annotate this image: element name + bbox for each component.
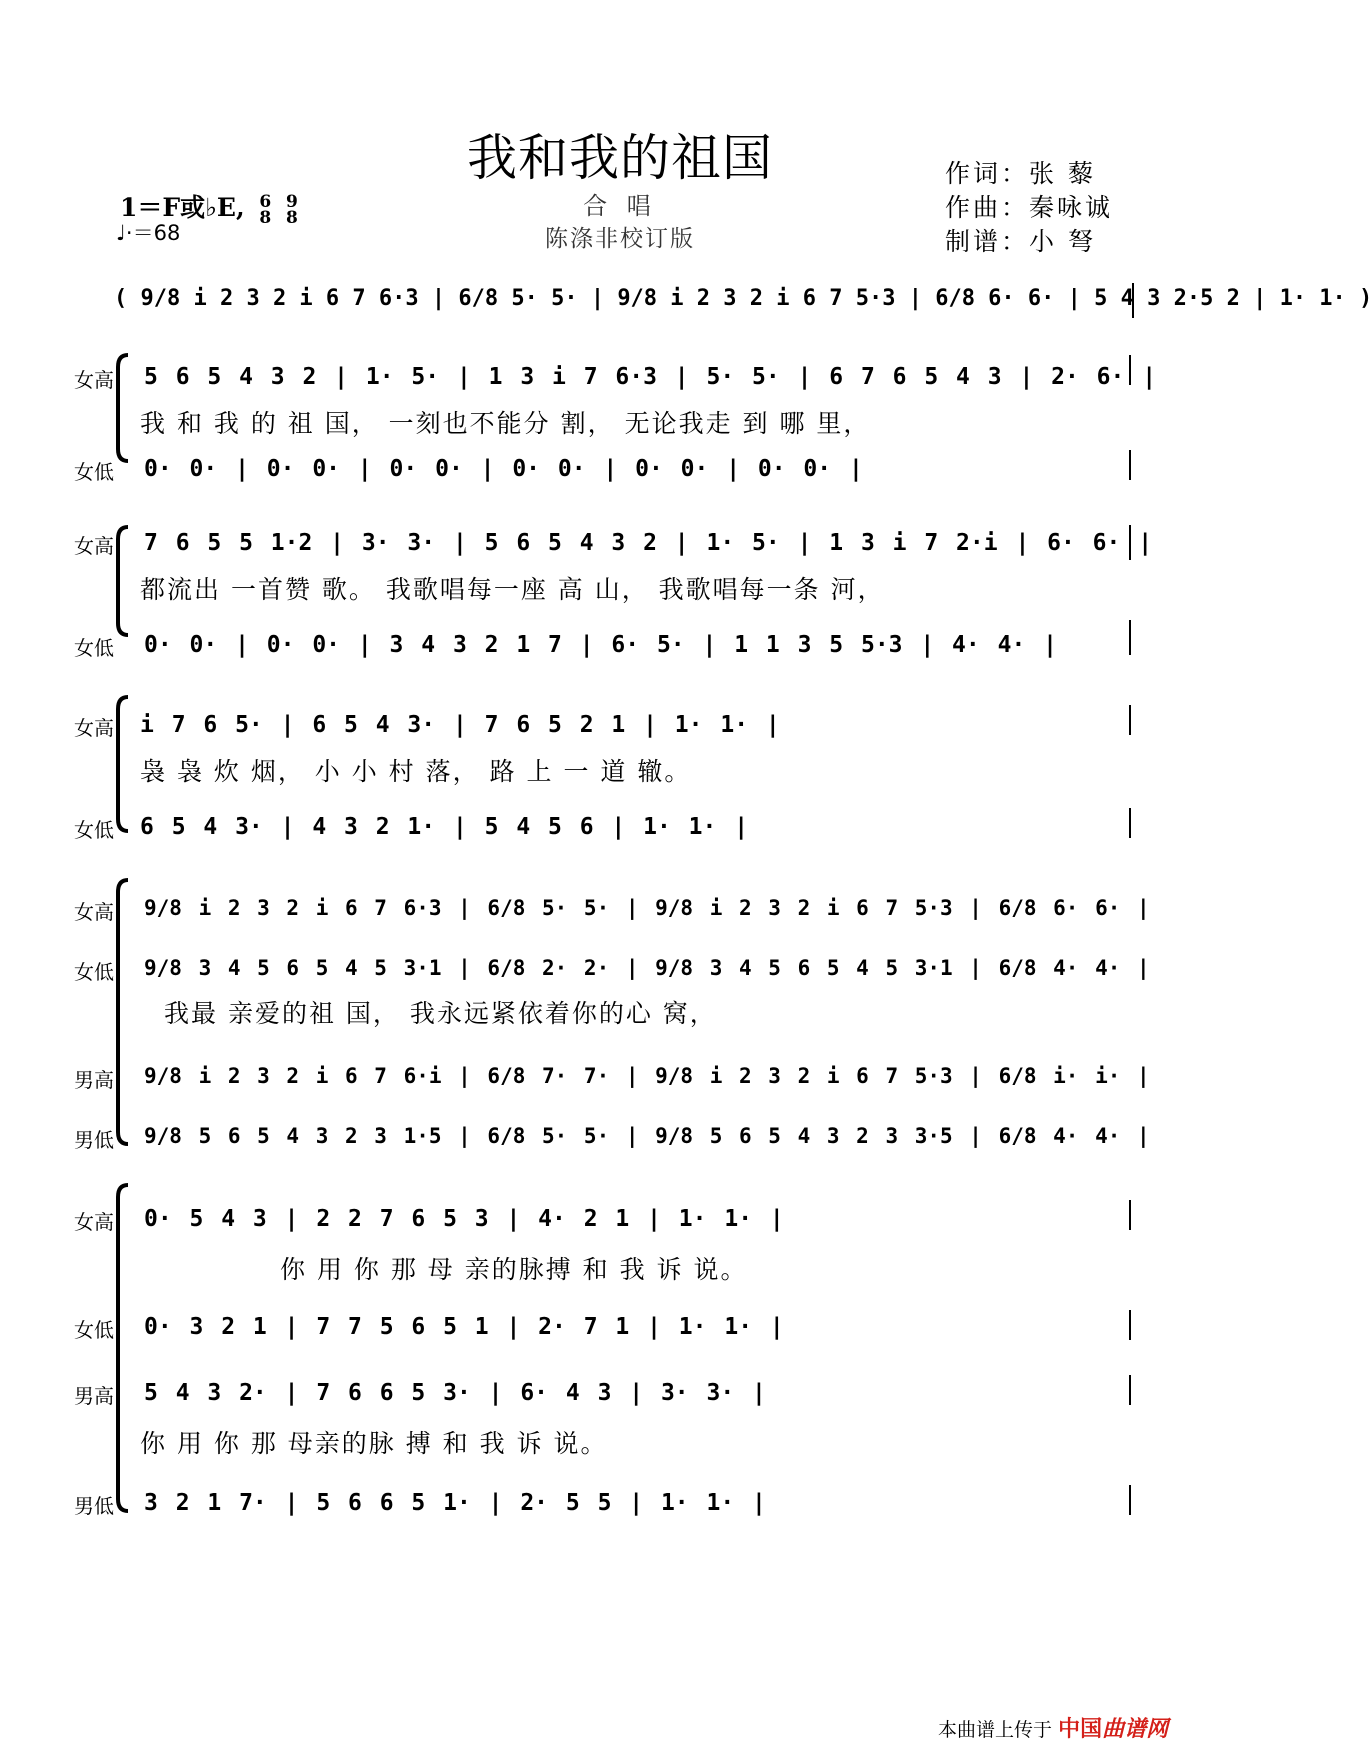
voice-label: 女高: [74, 716, 114, 740]
composer-credit: 作曲：秦咏诚: [945, 193, 1114, 222]
lyrics-line: 你 用 你 那 母 亲的脉搏 和 我 诉 说。: [280, 1255, 748, 1284]
lyrics-line: 我 和 我 的 祖 国， 一刻也不能分 割， 无论我走 到 哪 里，: [140, 409, 871, 438]
prelude-line: ( 9/8 i 2 3 2 i 6 7 6·3 | 6/8 5· 5· | 9/8 i 2 3 2 i 6 7 5·3 | 6/8 6· 6· | 5 4 3 2·5 2 | 1· 1· ): [114, 286, 1372, 311]
notation-line: i 7 6 5· | 6 5 4 3· | 7 6 5 2 1 | 1· 1· |: [140, 712, 780, 738]
engraver-credit: 制谱：小 弩: [945, 227, 1096, 256]
voice-label: 女低: [74, 636, 114, 660]
notation-line: 0· 0· | 0· 0· | 0· 0· | 0· 0· | 0· 0· | 0· 0· |: [144, 456, 863, 482]
notation-line: 0· 0· | 0· 0· | 3 4 3 2 1 7 | 6· 5· | 1 1 3 5 5·3 | 4· 4· |: [144, 632, 1057, 658]
tempo-marking: ♩·＝68: [116, 221, 181, 245]
lyrics-line: 我最 亲爱的祖 国， 我永远紧依着你的心 窝，: [164, 999, 717, 1028]
voice-label: 男高: [74, 1068, 114, 1092]
voice-label: 女高: [74, 368, 114, 392]
notation-line: 0· 3 2 1 | 7 7 5 6 5 1 | 2· 7 1 | 1· 1· |: [144, 1314, 784, 1340]
voice-label: 男低: [74, 1128, 114, 1152]
edition: 陈涤非校订版: [545, 226, 695, 252]
notation-line: 9/8 3 4 5 6 5 4 5 3·1 | 6/8 2· 2· | 9/8 3 4 5 6 5 4 5 3·1 | 6/8 4· 4· |: [144, 956, 1150, 980]
lyrics-line: 你 用 你 那 母亲的脉 搏 和 我 诉 说。: [140, 1429, 608, 1458]
voice-label: 女高: [74, 900, 114, 924]
footer-source: [938, 1712, 1168, 1743]
notation-line: 5 4 3 2· | 7 6 6 5 3· | 6· 4 3 | 3· 3· |: [144, 1380, 766, 1406]
site-logo-suffix[interactable]: 曲谱网: [1102, 1717, 1169, 1742]
notation-line: 5 6 5 4 3 2 | 1· 5· | 1 3 i 7 6·3 | 5· 5· | 6 7 6 5 4 3 | 2· 6· |: [144, 364, 1157, 390]
page-title: 我和我的祖国: [467, 129, 773, 187]
lyrics-line: 袅 袅 炊 烟， 小 小 村 落， 路 上 一 道 辙。: [140, 757, 692, 786]
notation-line: 9/8 i 2 3 2 i 6 7 6·i | 6/8 7· 7· | 9/8 i 2 3 2 i 6 7 5·3 | 6/8 i· i· |: [144, 1064, 1150, 1088]
site-logo[interactable]: 中国: [1058, 1717, 1103, 1742]
lyricist-credit: 作词：张 藜: [945, 159, 1096, 188]
voice-label: 女低: [74, 960, 114, 984]
voice-label: 女低: [74, 1318, 114, 1342]
notation-line: 9/8 5 6 5 4 3 2 3 1·5 | 6/8 5· 5· | 9/8 5 6 5 4 3 2 3 3·5 | 6/8 4· 4· |: [144, 1124, 1150, 1148]
notation-line: 7 6 5 5 1·2 | 3· 3· | 5 6 5 4 3 2 | 1· 5· | 1 3 i 7 2·i | 6· 6· |: [144, 530, 1153, 556]
lyrics-line: 都流出 一首赞 歌。 我歌唱每一座 高 山， 我歌唱每一条 河，: [140, 575, 885, 604]
voice-label: 女低: [74, 460, 114, 484]
notation-line: 9/8 i 2 3 2 i 6 7 6·3 | 6/8 5· 5· | 9/8 i 2 3 2 i 6 7 5·3 | 6/8 6· 6· |: [144, 896, 1150, 920]
notation-line: 3 2 1 7· | 5 6 6 5 1· | 2· 5 5 | 1· 1· |: [144, 1490, 766, 1516]
notation-line: 6 5 4 3· | 4 3 2 1· | 5 4 5 6 | 1· 1· |: [140, 814, 749, 840]
notation-line: 0· 5 4 3 | 2 2 7 6 5 3 | 4· 2 1 | 1· 1· |: [144, 1206, 784, 1232]
key-text: 1＝F或♭E,: [120, 193, 245, 222]
meter-9-8: 9 8: [285, 191, 298, 228]
voice-label: 男高: [74, 1384, 114, 1408]
meter-6-8: 6 8: [259, 191, 272, 228]
voice-label: 女低: [74, 818, 114, 842]
footer-text: 本曲谱上传于: [938, 1719, 1053, 1741]
voice-label: 女高: [74, 534, 114, 558]
voice-label: 女高: [74, 1210, 114, 1234]
voice-label: 男低: [74, 1494, 114, 1518]
subtitle: 合 唱: [583, 192, 657, 220]
